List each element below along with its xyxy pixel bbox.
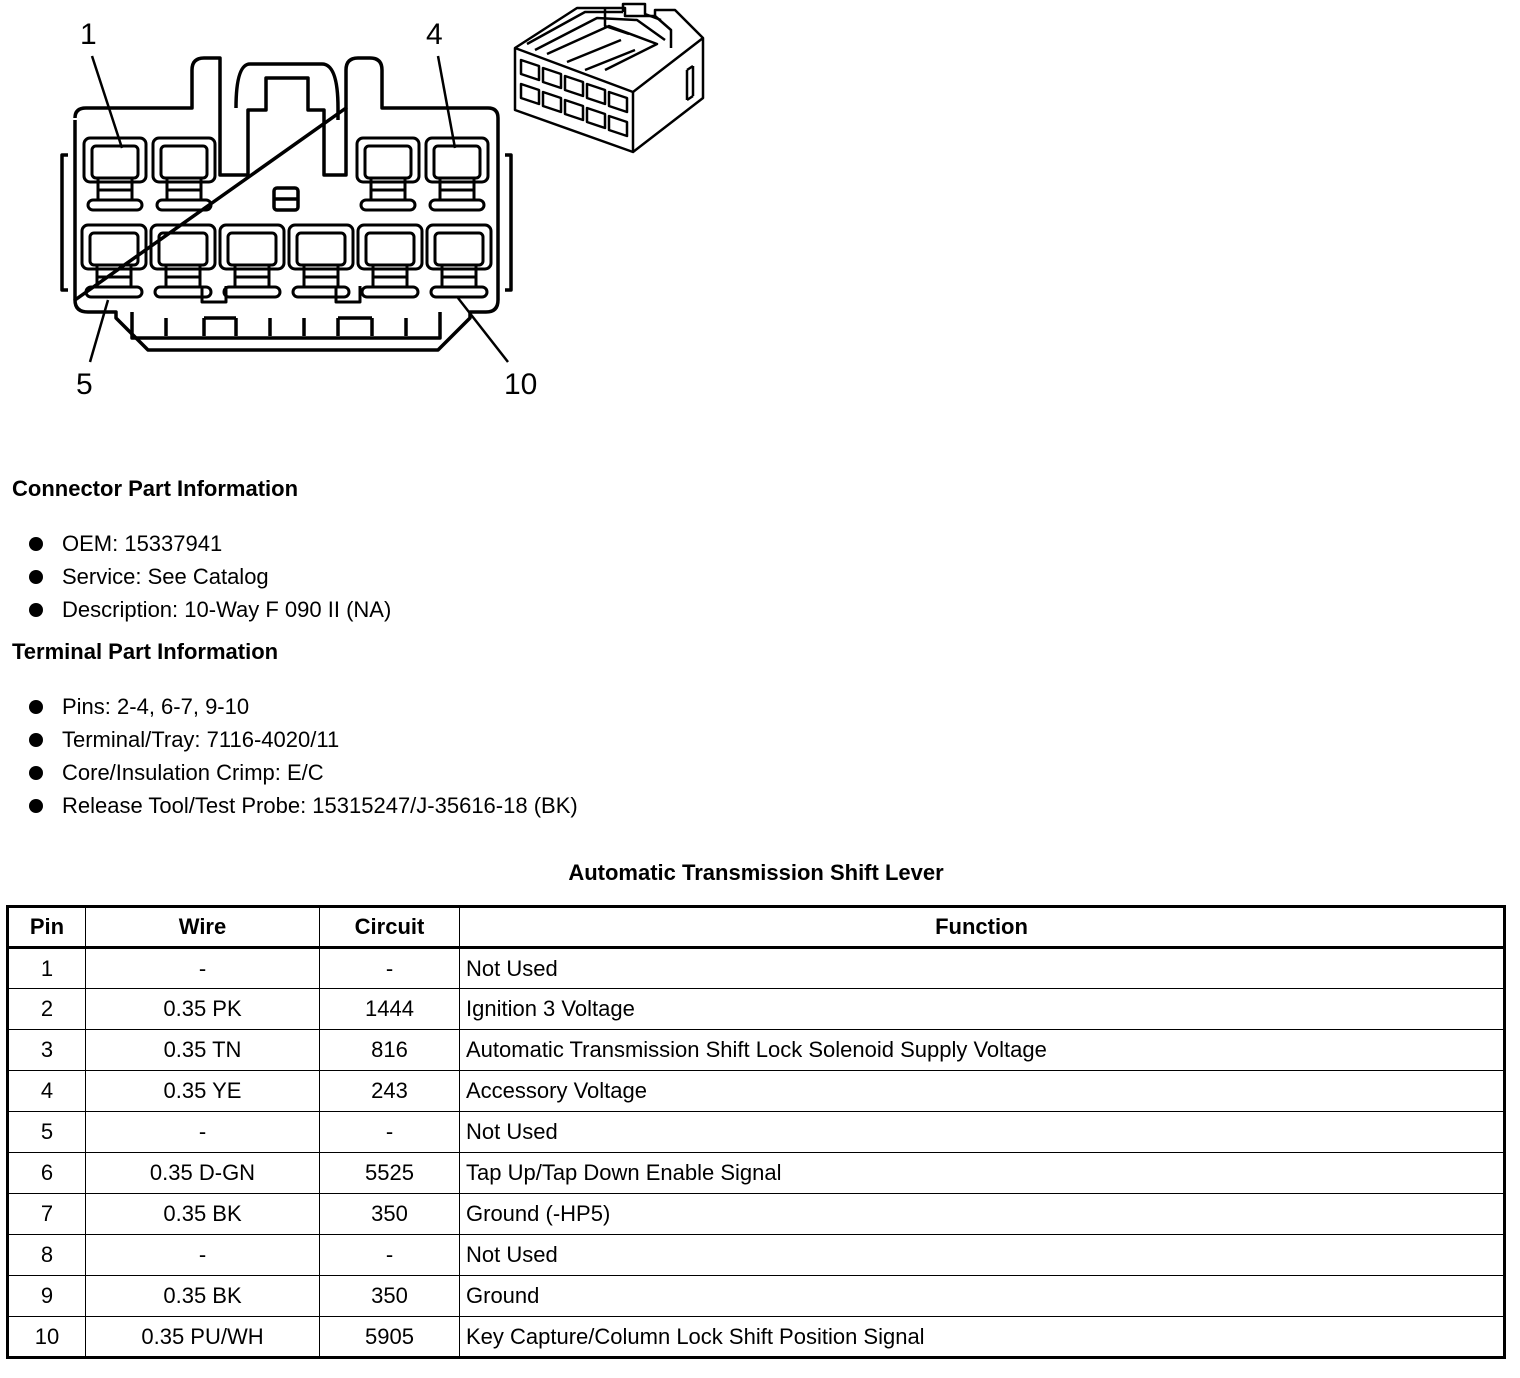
cell-wire: 0.35 BK: [86, 1194, 320, 1235]
terminal-info-item: Pins: 2-4, 6-7, 9-10: [28, 690, 578, 723]
cell-circuit: 1444: [320, 989, 460, 1030]
table-row: [8, 989, 1505, 1030]
table-row: [8, 1153, 1505, 1194]
terminal-info-heading: Terminal Part Information: [12, 639, 279, 664]
connector-info-heading: Connector Part Information: [12, 476, 299, 501]
cell-pin: 5: [8, 1112, 86, 1153]
cell-circuit: 816: [320, 1030, 460, 1071]
table-row: [8, 948, 1505, 989]
cell-wire: 0.35 D-GN: [86, 1153, 320, 1194]
connector-info-list: [28, 527, 391, 626]
header-wire: Wire: [86, 907, 320, 948]
table-title: Automatic Transmission Shift Lever: [568, 860, 944, 885]
connector-info-item: Description: 10-Way F 090 II (NA): [28, 593, 391, 626]
cell-pin: 9: [8, 1276, 86, 1317]
table-row: [8, 1194, 1505, 1235]
connector-info-item: OEM: 15337941: [28, 527, 391, 560]
table-header-row: [8, 907, 1505, 948]
cell-wire: 0.35 PK: [86, 989, 320, 1030]
cell-circuit: 350: [320, 1194, 460, 1235]
cell-pin: 8: [8, 1235, 86, 1276]
cell-wire: 0.35 PU/WH: [86, 1317, 320, 1358]
cell-pin: 4: [8, 1071, 86, 1112]
table-row: [8, 1235, 1505, 1276]
cell-pin: 3: [8, 1030, 86, 1071]
header-pin: Pin: [8, 907, 86, 948]
terminal-info-list: [28, 690, 578, 822]
cell-pin: 1: [8, 948, 86, 989]
pin-5-label: 5: [76, 368, 93, 401]
connector-face-diagram: [0, 0, 560, 420]
cell-circuit: -: [320, 1112, 460, 1153]
cell-circuit: 243: [320, 1071, 460, 1112]
cell-wire: -: [86, 1112, 320, 1153]
cell-wire: -: [86, 948, 320, 989]
terminal-info-item: Release Tool/Test Probe: 15315247/J-35616-18 (BK): [28, 789, 578, 822]
pin-4-label: 4: [426, 18, 443, 51]
header-function: Function: [460, 907, 1505, 948]
cell-circuit: -: [320, 1235, 460, 1276]
cell-function: Not Used: [460, 948, 1505, 989]
cell-pin: 6: [8, 1153, 86, 1194]
cell-circuit: -: [320, 948, 460, 989]
cell-function: Ground (-HP5): [460, 1194, 1505, 1235]
cell-circuit: 5525: [320, 1153, 460, 1194]
cell-function: Accessory Voltage: [460, 1071, 1505, 1112]
cell-wire: 0.35 TN: [86, 1030, 320, 1071]
header-circuit: Circuit: [320, 907, 460, 948]
cell-pin: 7: [8, 1194, 86, 1235]
table-row: [8, 1317, 1505, 1358]
pin-10-label: 10: [504, 368, 538, 401]
cell-pin: 2: [8, 989, 86, 1030]
cell-function: Not Used: [460, 1235, 1505, 1276]
cell-circuit: 350: [320, 1276, 460, 1317]
cell-function: Automatic Transmission Shift Lock Solenoid Supply Voltage: [460, 1030, 1505, 1071]
cell-wire: 0.35 YE: [86, 1071, 320, 1112]
table-row: [8, 1030, 1505, 1071]
cell-wire: 0.35 BK: [86, 1276, 320, 1317]
terminal-info-item: Core/Insulation Crimp: E/C: [28, 756, 578, 789]
pin-1-label: 1: [80, 18, 97, 51]
table-row: [8, 1112, 1505, 1153]
connector-info-item: Service: See Catalog: [28, 560, 391, 593]
pinout-table: [6, 905, 1506, 1359]
cell-function: Tap Up/Tap Down Enable Signal: [460, 1153, 1505, 1194]
table-row: [8, 1276, 1505, 1317]
table-row: [8, 1071, 1505, 1112]
cell-wire: -: [86, 1235, 320, 1276]
cell-function: Ground: [460, 1276, 1505, 1317]
cell-function: Not Used: [460, 1112, 1505, 1153]
cell-function: Key Capture/Column Lock Shift Position Signal: [460, 1317, 1505, 1358]
connector-isometric-view: [505, 0, 720, 165]
cell-pin: 10: [8, 1317, 86, 1358]
cell-function: Ignition 3 Voltage: [460, 989, 1505, 1030]
cell-circuit: 5905: [320, 1317, 460, 1358]
terminal-info-item: Terminal/Tray: 7116-4020/11: [28, 723, 578, 756]
